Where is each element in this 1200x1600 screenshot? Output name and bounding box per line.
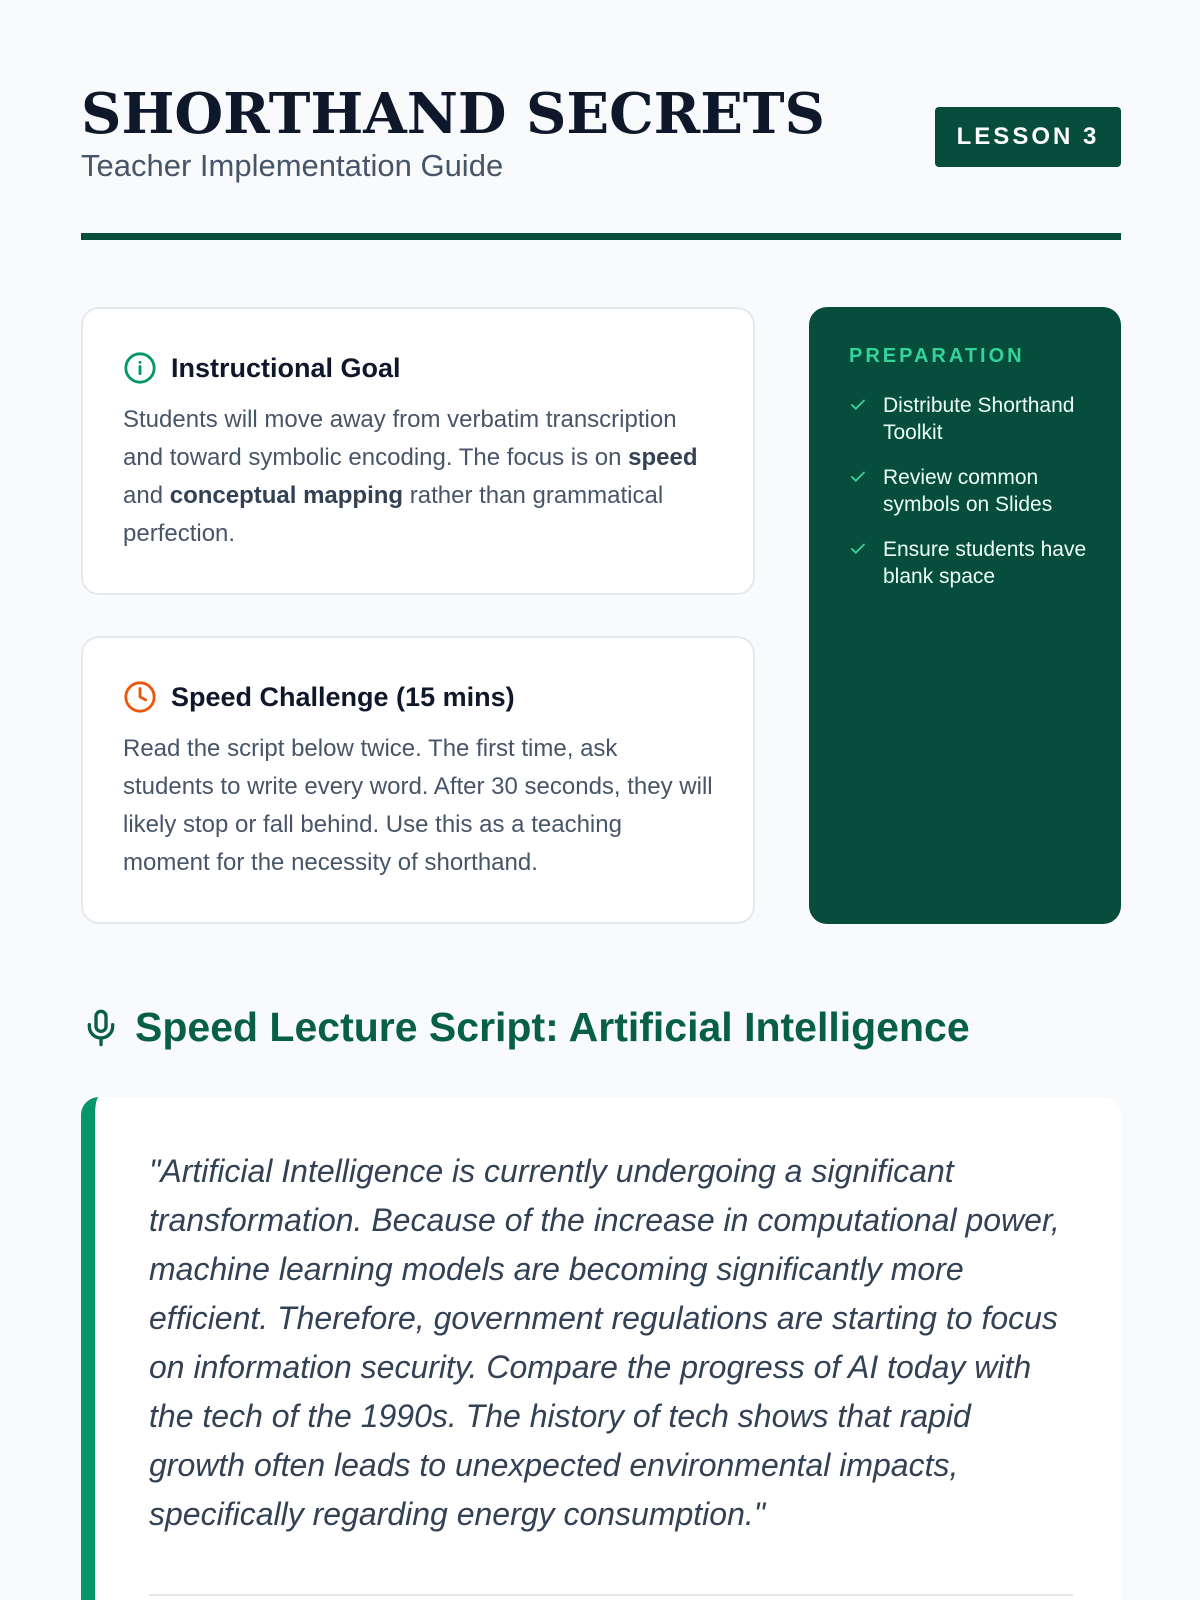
check-icon bbox=[849, 468, 867, 486]
speed-challenge-card bbox=[81, 636, 755, 924]
goal-body bbox=[123, 401, 713, 553]
lesson-badge: LESSON 3 bbox=[935, 107, 1121, 167]
goal-body-text-1: Students will move away from verbatim transcription and toward symbolic encoding. The focus is on bbox=[123, 406, 677, 471]
preparation-item bbox=[849, 464, 1091, 518]
speed-title: Speed Challenge (15 mins) bbox=[171, 681, 515, 712]
page-header bbox=[81, 80, 1121, 240]
script-text: "Artificial Intelligence is currently undergoing a significant transformation. Because of the increase in computational power, machine learning models are becoming significantly more efficient. Therefore, government regulations are starting to focus on information security. Compare the progress of AI today with the tech of the 1990s. The history of tech shows that rapid growth often leads to unexpected environmental impacts, specifically regarding energy consumption." bbox=[149, 1153, 1060, 1532]
speed-body: Read the script below twice. The first time, ask students to write every word. After 30 seconds, they will likely stop or fall behind. Use this as a teaching moment for the necessity of shorthand. bbox=[123, 735, 713, 876]
goal-card-header bbox=[123, 351, 713, 385]
preparation-title: PREPARATION bbox=[849, 345, 1025, 367]
speed-card-header bbox=[123, 680, 713, 714]
check-icon bbox=[849, 540, 867, 558]
goal-emphasis-mapping: conceptual mapping bbox=[169, 482, 404, 509]
preparation-item-text: Review common symbols on Slides bbox=[883, 466, 1053, 516]
preparation-item bbox=[849, 536, 1091, 590]
script-heading bbox=[81, 1004, 1121, 1051]
clock-icon bbox=[123, 680, 157, 714]
preparation-item-text: Ensure students have blank space bbox=[883, 538, 1087, 588]
goal-title: Instructional Goal bbox=[171, 352, 401, 383]
script-title: Speed Lecture Script: Artificial Intelligence bbox=[135, 1004, 970, 1050]
check-icon bbox=[849, 396, 867, 414]
script-box bbox=[81, 1097, 1121, 1600]
microphone-icon bbox=[81, 1007, 121, 1049]
goal-body-text-2: and bbox=[123, 482, 170, 509]
page-subtitle: Teacher Implementation Guide bbox=[81, 148, 504, 183]
page-title: SHORTHAND SECRETS bbox=[81, 81, 825, 147]
preparation-item-text: Distribute Shorthand Toolkit bbox=[883, 394, 1075, 444]
instructional-goal-card bbox=[81, 307, 755, 595]
preparation-list bbox=[849, 392, 1091, 590]
preparation-item bbox=[849, 392, 1091, 446]
goal-body-text-3: rather than grammatical perfection. bbox=[123, 482, 664, 547]
goal-emphasis-speed: speed bbox=[628, 444, 698, 471]
preparation-panel bbox=[809, 307, 1121, 924]
info-icon bbox=[123, 351, 157, 385]
script-divider bbox=[149, 1594, 1073, 1596]
header-divider bbox=[81, 233, 1121, 240]
